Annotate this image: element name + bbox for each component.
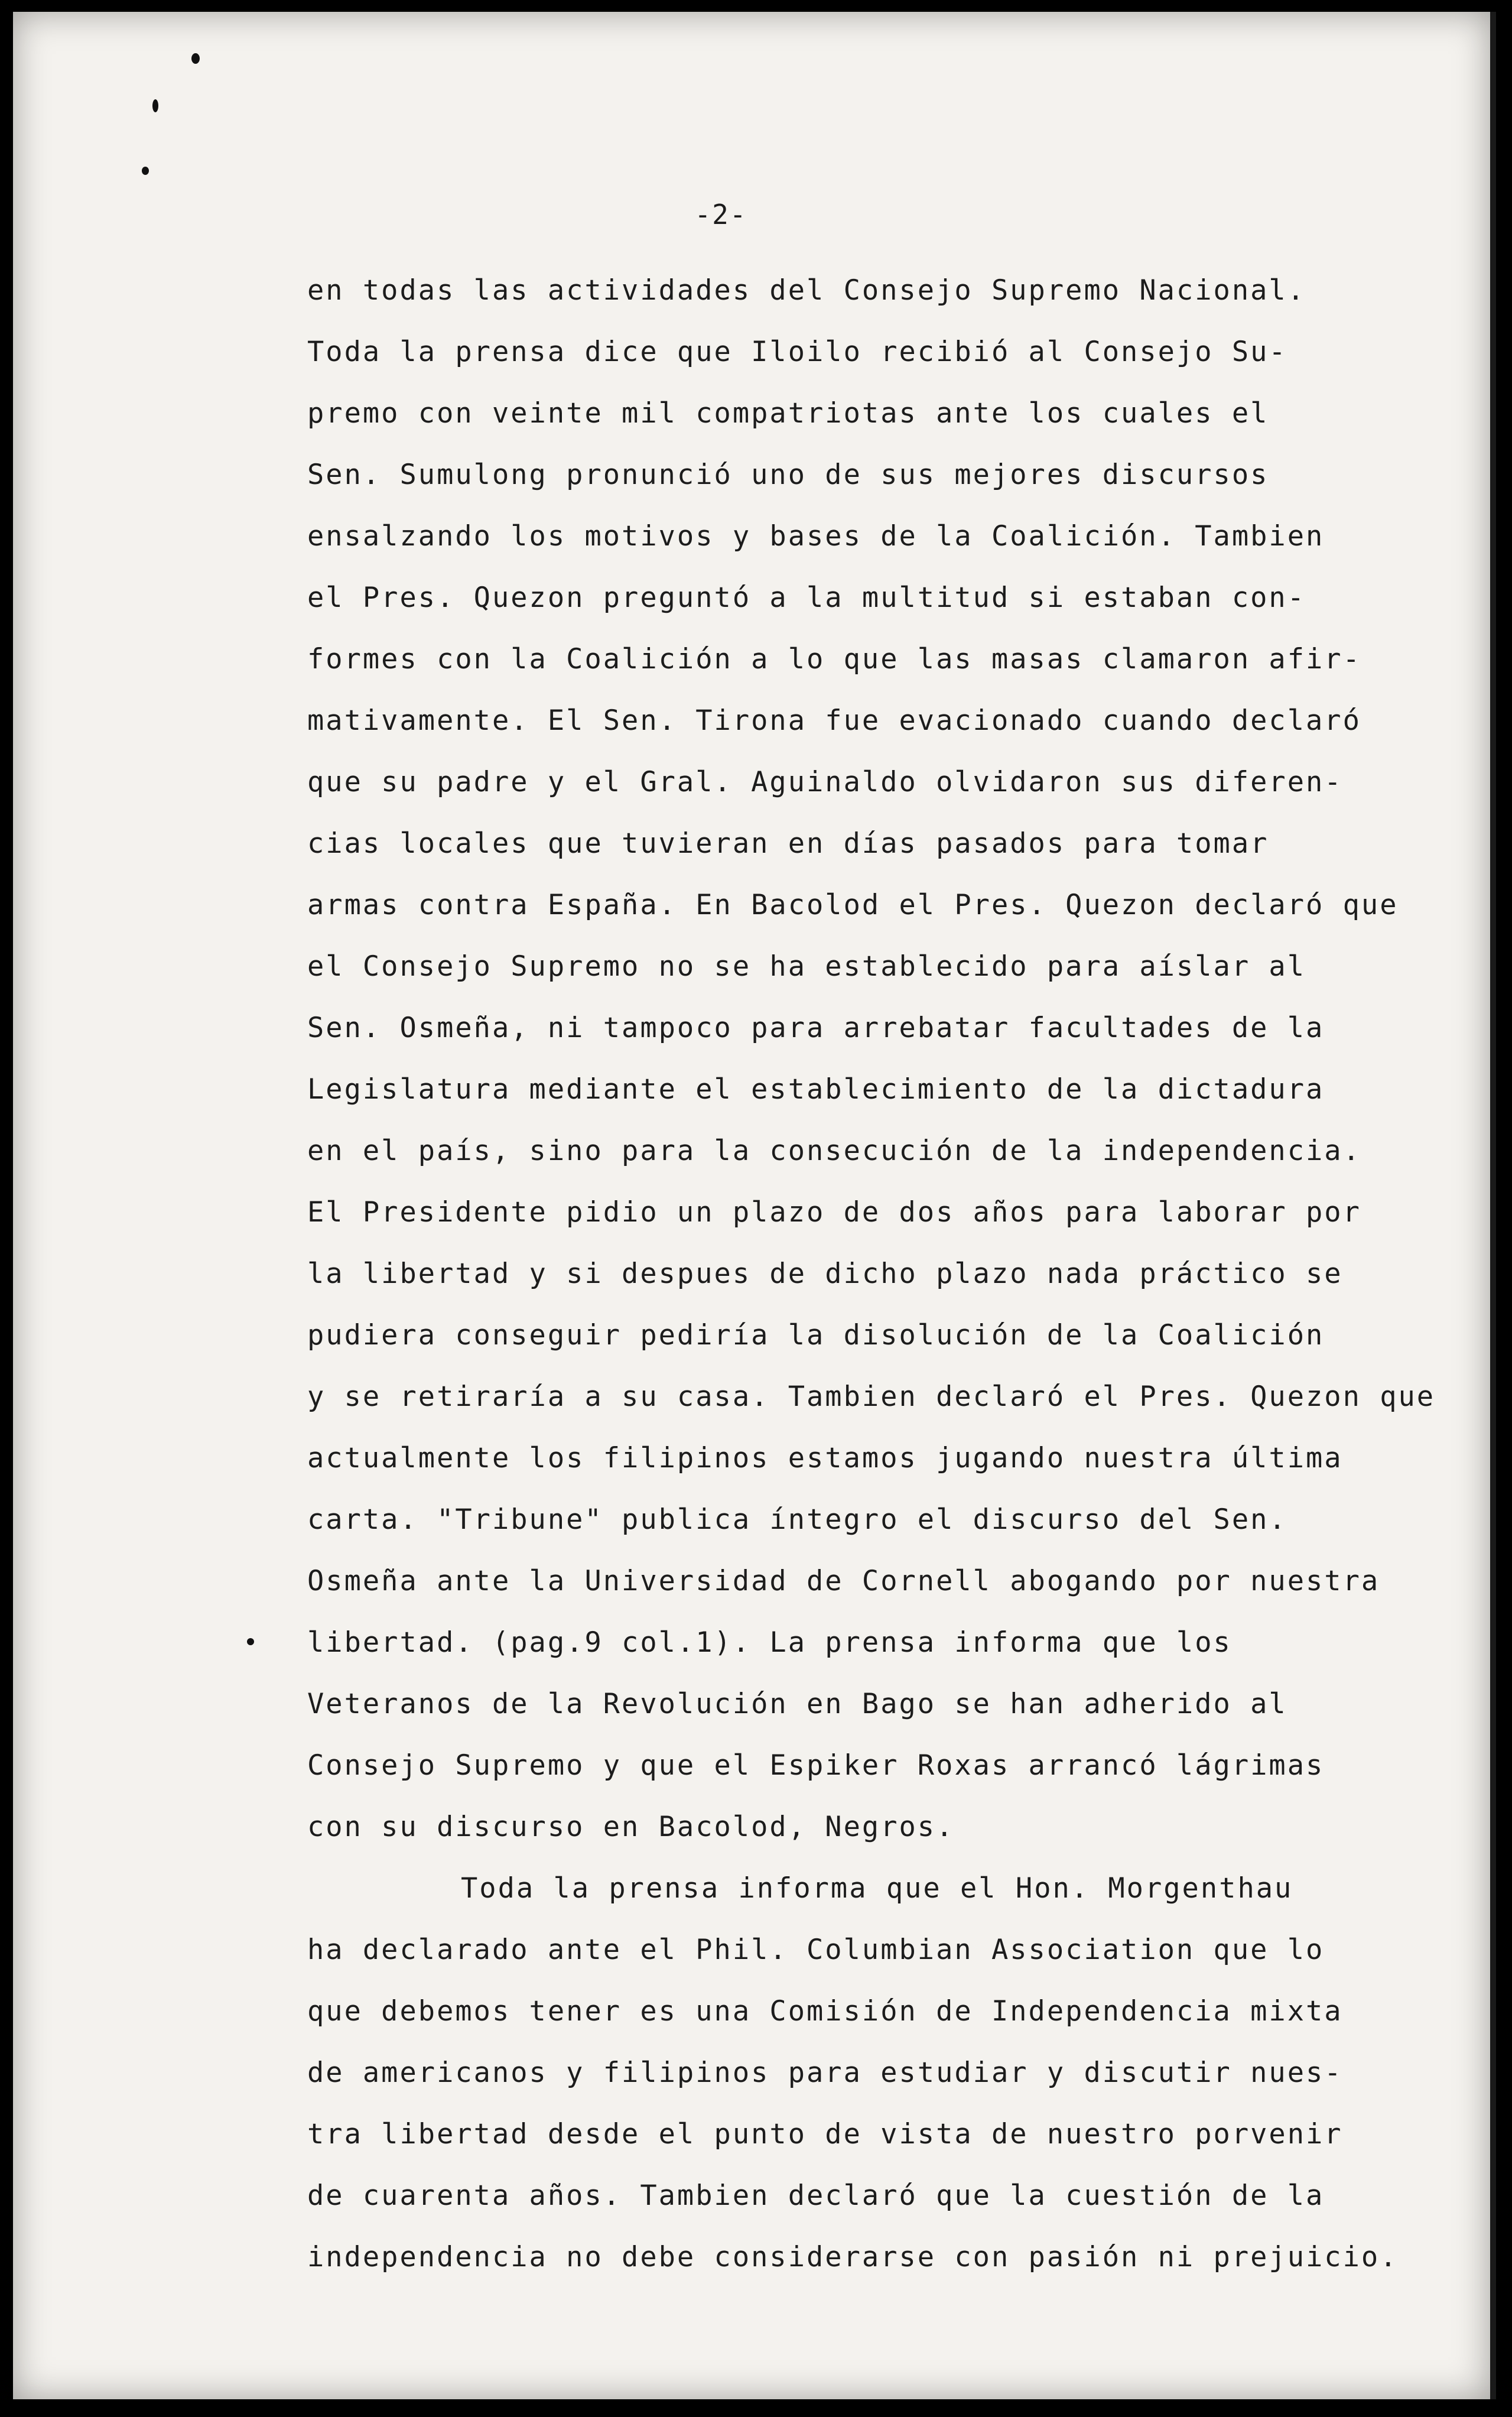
text-line: tra libertad desde el punto de vista de nuestro porvenir: [307, 2118, 1343, 2150]
text-line: cias locales que tuvieran en días pasados para tomar: [307, 827, 1269, 860]
binding-hole-mark: [152, 99, 158, 112]
text-line: Legislatura mediante el establecimiento de la dictadura: [307, 1073, 1325, 1106]
text-line: pudiera conseguir pediría la disolución de la Coalición: [307, 1319, 1325, 1352]
document-body: [307, 260, 1436, 2288]
paragraph-2: [307, 1858, 1430, 2288]
text-line: Toda la prensa dice que Iloilo recibió al Consejo Su-: [307, 336, 1287, 368]
text-line: en todas las actividades del Consejo Supremo Nacional.: [307, 274, 1306, 307]
text-line: con su discurso en Bacolod, Negros.: [307, 1811, 955, 1843]
binding-hole-mark: [142, 167, 149, 175]
text-line: el Pres. Quezon preguntó a la multitud si estaban con-: [307, 581, 1306, 614]
text-line: libertad. (pag.9 col.1). La prensa informa que los: [307, 1626, 1232, 1659]
text-line: actualmente los filipinos estamos jugando nuestra última: [307, 1442, 1343, 1474]
binding-hole-mark: [191, 53, 200, 64]
text-line: Osmeña ante la Universidad de Cornell abogando por nuestra: [307, 1565, 1380, 1597]
text-line: y se retiraría a su casa. Tambien declaró el Pres. Quezon que: [307, 1380, 1436, 1413]
margin-dot-mark: [247, 1638, 254, 1645]
text-line: El Presidente pidio un plazo de dos años para laborar por: [307, 1196, 1361, 1229]
text-line: carta. "Tribune" publica íntegro el discurso del Sen.: [307, 1503, 1287, 1536]
text-line: Sen. Sumulong pronunció uno de sus mejores discursos: [307, 459, 1269, 491]
page-number: -2-: [694, 199, 747, 230]
text-line: mativamente. El Sen. Tirona fue evacionado cuando declaró: [307, 704, 1361, 737]
text-line: ha declarado ante el Phil. Columbian Association que lo: [307, 1934, 1325, 1966]
text-line: formes con la Coalición a lo que las masas clamaron afir-: [307, 643, 1361, 675]
text-line: la libertad y si despues de dicho plazo nada práctico se: [307, 1258, 1343, 1290]
text-line: en el país, sino para la consecución de la independencia.: [307, 1135, 1361, 1167]
text-line: el Consejo Supremo no se ha establecido para aíslar al: [307, 950, 1306, 983]
text-line: de cuarenta años. Tambien declaró que la cuestión de la: [307, 2179, 1325, 2212]
text-line: Toda la prensa informa que el Hon. Morgenthau: [461, 1872, 1293, 1905]
text-line: que debemos tener es una Comisión de Independencia mixta: [307, 1995, 1343, 2028]
text-line: Consejo Supremo y que el Espiker Roxas arrancó lágrimas: [307, 1749, 1325, 1782]
text-line: premo con veinte mil compatriotas ante los cuales el: [307, 397, 1269, 430]
text-line: de americanos y filipinos para estudiar y discutir nues-: [307, 2057, 1343, 2089]
text-line: Veteranos de la Revolución en Bago se han adherido al: [307, 1688, 1287, 1720]
text-line: armas contra España. En Bacolod el Pres. Quezon declaró que: [307, 889, 1399, 921]
paragraph-1: [307, 260, 1436, 1858]
text-line: ensalzando los motivos y bases de la Coalición. Tambien: [307, 520, 1325, 553]
text-line: independencia no debe considerarse con pasión ni prejuicio.: [307, 2241, 1399, 2273]
text-line: Sen. Osmeña, ni tampoco para arrebatar facultades de la: [307, 1012, 1325, 1044]
text-line: que su padre y el Gral. Aguinaldo olvidaron sus diferen-: [307, 766, 1343, 798]
